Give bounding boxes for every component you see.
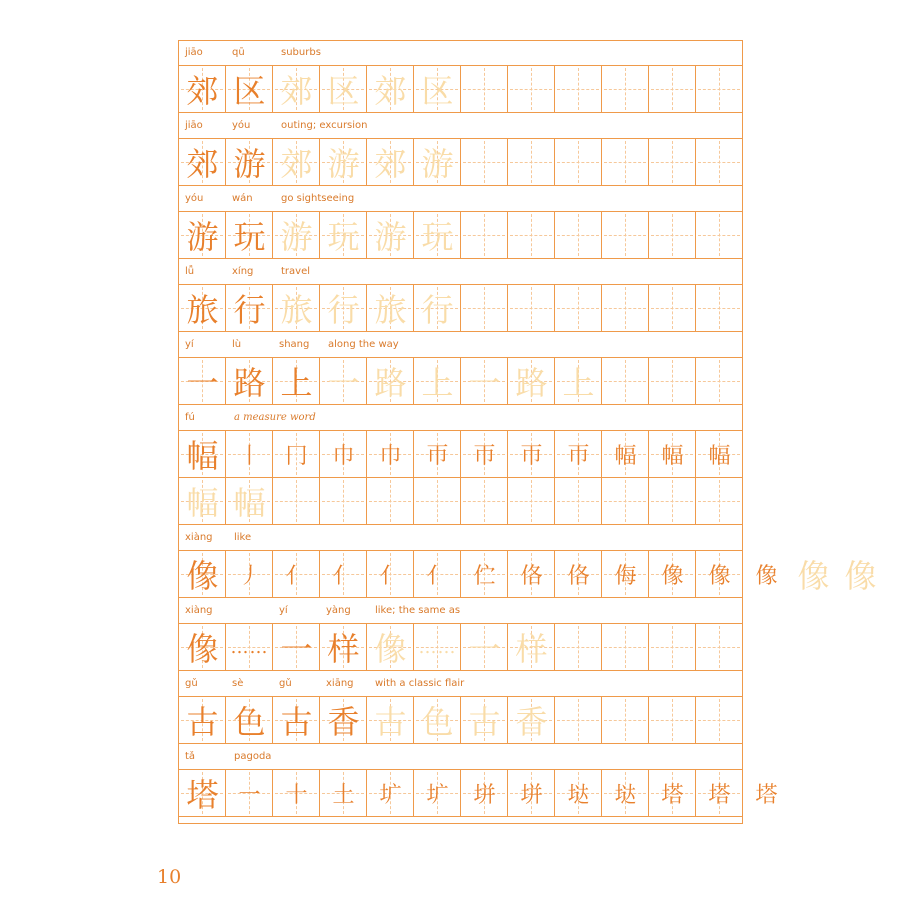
page-number: 10 (157, 866, 182, 888)
pinyin-label: yí (185, 339, 194, 350)
vocab-row (179, 526, 877, 598)
pinyin-label: yóu (185, 193, 204, 204)
model-character: 香 (327, 703, 360, 741)
pinyin-label: gǔ (279, 678, 292, 689)
stroke-order-character: 冂 (285, 443, 308, 469)
writing-grid (179, 211, 742, 259)
trace-character: 游 (421, 145, 454, 183)
trace-character: 像 (844, 557, 877, 595)
model-character: 旅 (186, 291, 219, 329)
pinyin-band (179, 187, 742, 211)
writing-grid (179, 284, 742, 332)
pinyin-band (179, 406, 742, 430)
stroke-order-character: 巾 (332, 443, 355, 469)
grid-cell[interactable] (555, 697, 602, 743)
stroke-order-character: 侮 (614, 563, 637, 589)
grid-cell[interactable] (555, 624, 602, 670)
grid-cell[interactable] (696, 285, 742, 331)
writing-grid (179, 623, 742, 671)
grid-cell[interactable] (649, 697, 696, 743)
grid-cell[interactable] (649, 139, 696, 185)
trace-character: 旅 (374, 291, 407, 329)
practice-sheet (178, 40, 877, 824)
model-character: 一 (186, 364, 219, 402)
writing-grid (179, 477, 742, 525)
vocab-row (179, 599, 742, 671)
meaning-label: like (234, 532, 252, 543)
model-character: 像 (186, 557, 219, 595)
grid-cell[interactable] (461, 139, 508, 185)
stroke-order-character: 土 (332, 782, 355, 808)
trace-character: 古 (468, 703, 501, 741)
grid-cell[interactable] (696, 697, 742, 743)
stroke-order-character: 塔 (755, 782, 778, 808)
grid-cell[interactable] (602, 358, 649, 404)
pinyin-band (179, 114, 742, 138)
stroke-order-character: 塔 (661, 782, 684, 808)
grid-cell[interactable] (696, 139, 742, 185)
model-character: 郊 (186, 72, 219, 110)
trace-character: 区 (421, 72, 454, 110)
pinyin-label: yàng (326, 605, 351, 616)
grid-cell[interactable] (649, 66, 696, 112)
writing-grid (179, 769, 778, 817)
stroke-order-character: 佫 (520, 563, 543, 589)
model-character: 游 (233, 145, 266, 183)
grid-cell[interactable] (555, 478, 602, 524)
grid-cell[interactable] (508, 478, 555, 524)
grid-cell[interactable] (602, 697, 649, 743)
trace-character: 旅 (280, 291, 313, 329)
trace-character: 一 (468, 364, 501, 402)
writing-grid (179, 430, 742, 478)
stroke-order-character: 垪 (520, 782, 543, 808)
model-character: 游 (186, 218, 219, 256)
meaning-label: a measure word (234, 412, 316, 423)
stroke-order-character: 十 (285, 782, 308, 808)
trace-character: 像 (374, 630, 407, 668)
trace-character: 一 (327, 364, 360, 402)
model-character: 古 (186, 703, 219, 741)
stroke-order-character: 像 (708, 563, 731, 589)
trace-character: 色 (421, 703, 454, 741)
grid-cell[interactable] (602, 139, 649, 185)
model-character: 像 (186, 630, 219, 668)
pinyin-band (179, 526, 742, 550)
stroke-order-character: 像 (755, 563, 778, 589)
model-character: 区 (233, 72, 266, 110)
trace-character: 古 (374, 703, 407, 741)
vocab-row (179, 333, 742, 405)
trace-character: 玩 (421, 218, 454, 256)
grid-cell[interactable] (649, 358, 696, 404)
trace-character: 游 (327, 145, 360, 183)
grid-cell[interactable] (461, 66, 508, 112)
stroke-order-character: 亻 (426, 563, 449, 589)
model-character: 塔 (186, 776, 219, 814)
stroke-order-character: 亻 (285, 563, 308, 589)
pinyin-label: sè (232, 678, 244, 689)
grid-cell[interactable] (508, 285, 555, 331)
stroke-order-character: 垯 (567, 782, 590, 808)
pinyin-label: jiāo (185, 47, 203, 58)
vocab-row (179, 41, 742, 113)
grid-cell[interactable] (273, 478, 320, 524)
stroke-order-character: 巾 (379, 443, 402, 469)
vocab-row (179, 114, 742, 186)
grid-cell[interactable] (508, 66, 555, 112)
trace-character: 行 (421, 291, 454, 329)
meaning-label: suburbs (281, 47, 321, 58)
grid-cell[interactable] (602, 66, 649, 112)
model-character: 行 (233, 291, 266, 329)
stroke-order-character: 帀 (520, 443, 543, 469)
pinyin-label: shang (279, 339, 310, 350)
grid-cell[interactable] (602, 624, 649, 670)
grid-cell[interactable] (696, 478, 742, 524)
stroke-order-character: 垪 (473, 782, 496, 808)
grid-cell[interactable] (414, 478, 461, 524)
grid-cell[interactable] (696, 212, 742, 258)
trace-character: 上 (421, 364, 454, 402)
stroke-order-character: 圹 (379, 782, 402, 808)
grid-cell[interactable] (555, 285, 602, 331)
pinyin-label: lǚ (185, 266, 195, 277)
trace-character: 郊 (280, 145, 313, 183)
pinyin-label: lù (232, 339, 242, 350)
pinyin-band (179, 599, 742, 623)
model-character: 古 (280, 703, 313, 741)
stroke-order-character: 帀 (567, 443, 590, 469)
pinyin-label: yóu (232, 120, 251, 131)
trace-character: 玩 (327, 218, 360, 256)
meaning-label: outing; excursion (281, 120, 368, 131)
pinyin-label: xiàng (185, 605, 213, 616)
grid-cell[interactable] (602, 478, 649, 524)
grid-cell[interactable] (602, 285, 649, 331)
vocab-row (179, 672, 742, 744)
pinyin-label: fú (185, 412, 195, 423)
meaning-label: with a classic flair (375, 678, 465, 689)
pinyin-band (179, 672, 742, 696)
pinyin-band (179, 745, 742, 769)
meaning-label: go sightseeing (281, 193, 355, 204)
trace-character: 幅 (186, 484, 219, 522)
pinyin-label: wán (232, 193, 253, 204)
stroke-order-character: 塔 (708, 782, 731, 808)
stroke-order-character: 亻 (379, 563, 402, 589)
stroke-order-character: 垯 (614, 782, 637, 808)
grid-cell[interactable] (320, 478, 367, 524)
grid-cell[interactable] (696, 66, 742, 112)
grid-cell[interactable] (602, 212, 649, 258)
stroke-order-character: 伫 (473, 563, 496, 589)
stroke-order-character: 佫 (567, 563, 590, 589)
meaning-label: like; the same as (375, 605, 461, 616)
grid-cell[interactable] (367, 478, 414, 524)
pinyin-label: xíng (232, 266, 254, 277)
trace-character: 区 (327, 72, 360, 110)
model-character: 上 (280, 364, 313, 402)
stroke-order-character: 帀 (473, 443, 496, 469)
pinyin-label: jiāo (185, 120, 203, 131)
model-character: 玩 (233, 218, 266, 256)
trace-character: …… (418, 636, 457, 658)
writing-grid (179, 696, 742, 744)
pinyin-band (179, 260, 742, 284)
trace-character: 上 (562, 364, 595, 402)
writing-grid (179, 357, 742, 405)
stroke-order-character: 丨 (238, 443, 261, 469)
writing-grid (179, 138, 742, 186)
grid-cell[interactable] (555, 66, 602, 112)
pinyin-label: gǔ (185, 678, 198, 689)
trace-character: 游 (280, 218, 313, 256)
model-character: 一 (280, 630, 313, 668)
grid-cell[interactable] (649, 624, 696, 670)
grid-cell[interactable] (649, 212, 696, 258)
vocab-row (179, 187, 742, 259)
stroke-order-character: 丿 (238, 563, 261, 589)
pinyin-band (179, 333, 742, 357)
vocab-row (179, 260, 742, 332)
trace-character: 游 (374, 218, 407, 256)
model-character: 色 (233, 703, 266, 741)
trace-character: 郊 (374, 72, 407, 110)
meaning-label: along the way (328, 339, 399, 350)
stroke-order-character: 幅 (708, 443, 731, 469)
grid-cell[interactable] (461, 285, 508, 331)
grid-cell[interactable] (461, 478, 508, 524)
stroke-order-character: 像 (661, 563, 684, 589)
pinyin-label: xiāng (326, 678, 354, 689)
vocab-row (179, 745, 778, 817)
grid-cell[interactable] (555, 139, 602, 185)
model-character: …… (230, 636, 269, 658)
trace-character: 行 (327, 291, 360, 329)
grid-cell[interactable] (508, 139, 555, 185)
vocab-row (179, 406, 742, 525)
trace-character: 郊 (280, 72, 313, 110)
pinyin-label: xiàng (185, 532, 213, 543)
pinyin-label: tǎ (185, 751, 196, 762)
stroke-order-character: 幅 (661, 443, 684, 469)
model-character: 路 (233, 364, 266, 402)
trace-character: 香 (515, 703, 548, 741)
grid-cell[interactable] (696, 358, 742, 404)
grid-cell[interactable] (649, 285, 696, 331)
trace-character: 样 (515, 630, 548, 668)
trace-character: 路 (374, 364, 407, 402)
stroke-order-character: 帀 (426, 443, 449, 469)
model-character: 样 (327, 630, 360, 668)
grid-cell[interactable] (696, 624, 742, 670)
trace-character: 一 (468, 630, 501, 668)
stroke-order-character: 亻 (332, 563, 355, 589)
trace-character: 幅 (233, 484, 266, 522)
trace-character: 郊 (374, 145, 407, 183)
grid-cell[interactable] (649, 478, 696, 524)
model-character: 郊 (186, 145, 219, 183)
pinyin-label: yí (279, 605, 288, 616)
meaning-label: pagoda (234, 751, 272, 762)
pinyin-band (179, 41, 742, 65)
grid-cell[interactable] (461, 212, 508, 258)
pinyin-label: qū (232, 47, 245, 58)
stroke-order-character: 圹 (426, 782, 449, 808)
grid-cell[interactable] (555, 212, 602, 258)
trace-character: 路 (515, 364, 548, 402)
model-character: 幅 (186, 437, 219, 475)
writing-grid (179, 550, 877, 598)
writing-grid (179, 65, 742, 113)
trace-character: 像 (797, 557, 830, 595)
stroke-order-character: 幅 (614, 443, 637, 469)
grid-cell[interactable] (508, 212, 555, 258)
meaning-label: travel (281, 266, 311, 277)
stroke-order-character: 一 (238, 782, 261, 808)
